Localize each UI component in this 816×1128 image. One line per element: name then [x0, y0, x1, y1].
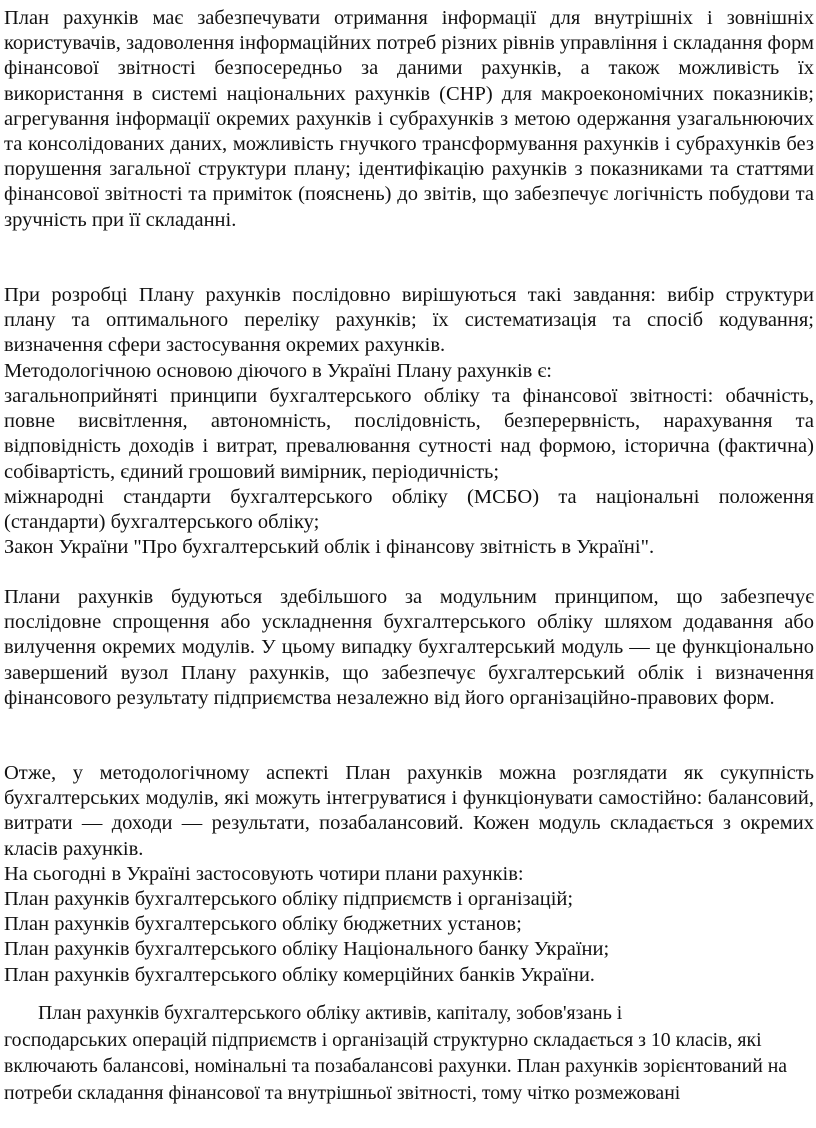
plan-list	[4, 887, 814, 988]
paragraph-chart-structure	[4, 1000, 814, 1106]
paragraph-development-tasks: При розробці Плану рахунків послідовно вирішуються такі завдання: вибір структури плану та оптимального переліку рахунків; їх систематизація та спосіб кодування; визначення сфери застосування окремих рахунків.	[4, 284, 814, 357]
paragraph-first-line: План рахунків бухгалтерського обліку активів, капіталу, зобов'язань і	[38, 1002, 623, 1024]
paragraph-accounting-law: Закон України "Про бухгалтерський облік і фінансову звітність в Україні".	[4, 536, 655, 558]
paragraph-continuation: господарських операцій підприємств і організацій структурно складається з 10 класів, які включають балансові, номінальні та позабалансові рахунки. План рахунків зорієнтований на потреби складання фінансової та внутрішньої звітності, тому чітко розмежовані	[4, 1028, 788, 1104]
list-item: План рахунків бухгалтерського обліку Національного банку України;	[4, 938, 610, 961]
paragraph-modular-principle: Плани рахунків будуються здебільшого за модульним принципом, що забезпечує послідовне спрощення або ускладнення бухгалтерського обліку шляхом додавання або вилучення окремих модулів. У цьому випадку бухгалтерський модуль — це функціонально завершений вузол Плану рахунків, що забезпечує бухгалтерський облік і визначення фінансового результату підприємства незалежно від його організаційно-правових форм.	[4, 586, 814, 709]
paragraph-accounting-principles: загальноприйняті принципи бухгалтерського обліку та фінансової звітності: обачність, повне висвітлення, автономність, послідовність, безперервність, нарахування та відповідність доходів і витрат, превалювання сутності над формою, історична (фактична) собівартість, єдиний грошовий вимірник, періодичність;	[4, 385, 814, 483]
list-item: План рахунків бухгалтерського обліку підприємств і організацій;	[4, 888, 574, 910]
list-item: План рахунків бухгалтерського обліку комерційних банків України.	[4, 963, 595, 986]
list-item: План рахунків бухгалтерського обліку бюджетних установ;	[4, 913, 522, 936]
paragraph-methodological-basis: Методологічною основою діючого в Україні Плану рахунків є:	[4, 360, 552, 382]
paragraph-international-standards: міжнародні стандарти бухгалтерського обліку (МСБО) та національні положення (стандарти) бухгалтерського обліку;	[4, 486, 814, 534]
paragraph-accounting-modules: Отже, у методологічному аспекті План рахунків можна розглядати як сукупність бухгалтерських модулів, які можуть інтегруватися і функціонувати самостійно: балансовий, витрати — доходи — результати, позабалансовий. Кожен модуль складається з окремих класів рахунків.	[4, 762, 814, 860]
paragraph-four-plans-intro: На сьогодні в Україні застосовують чотири плани рахунків:	[4, 863, 524, 885]
paragraph-chart-of-accounts-purpose: План рахунків має забезпечувати отримання інформації для внутрішніх і зовнішніх користувачів, задоволення інформаційних потреб різних рівнів управління і складання форм фінансової звітності безпосередньо за даними рахунків, а також можливість їх використання в системі національних рахунків (СНР) для макроекономічних показників; агрегування інформації окремих рахунків і субрахунків з метою одержання узагальнюючих та консолідованих даних, можливість гнучкого трансформування рахунків і субрахунків без порушення загальної структури плану; ідентифікацію рахунків з показниками та статтями фінансової звітності та приміток (пояснень) до звітів, що забезпечує логічність побудови та зручність при її складанні.	[4, 7, 814, 231]
